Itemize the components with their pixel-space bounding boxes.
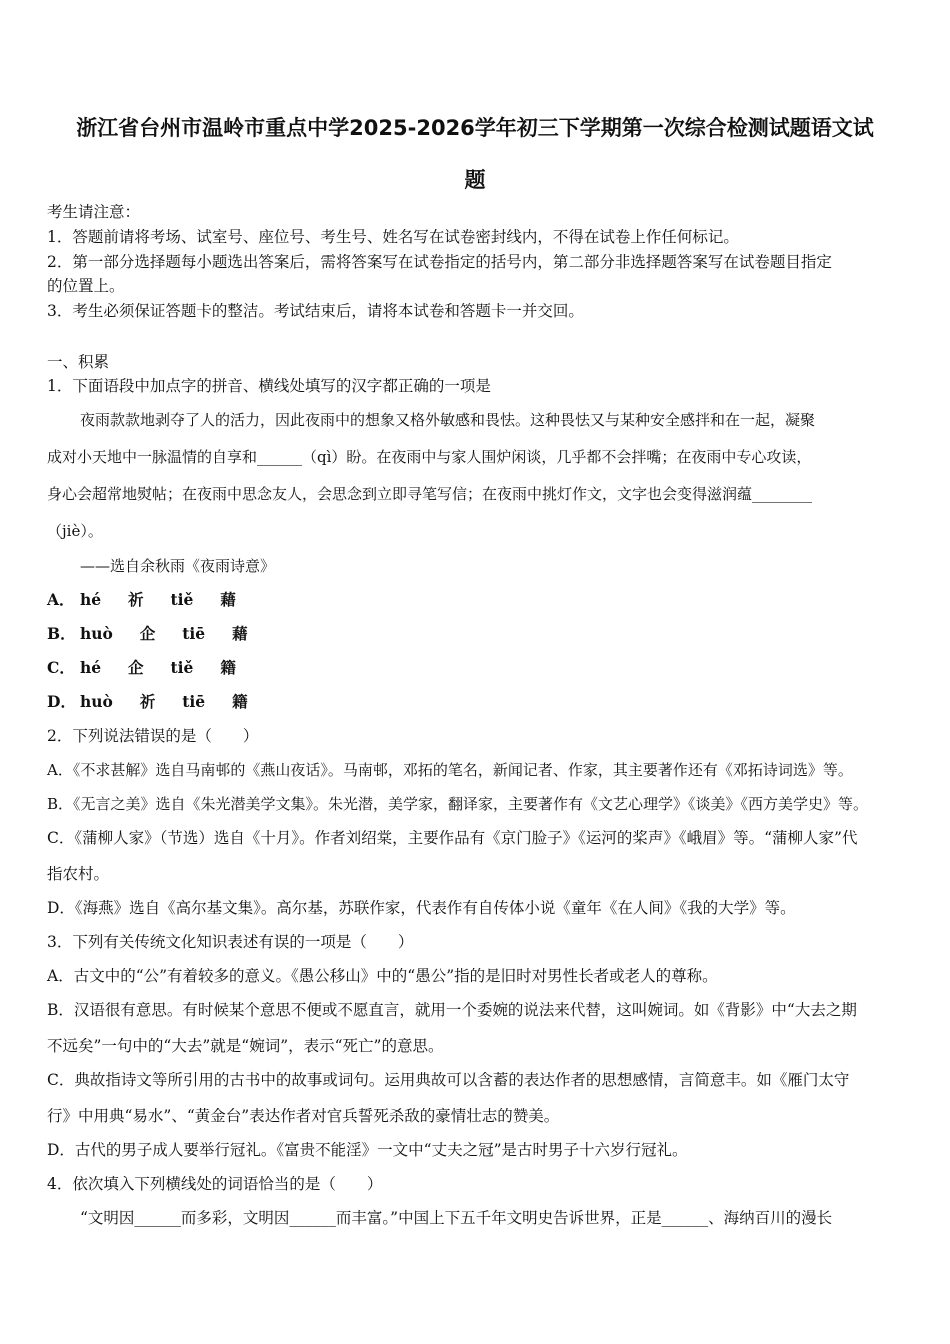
notice-item: 的位置上。	[47, 277, 125, 295]
option-item: hé	[79, 658, 102, 677]
option-item: 祈	[128, 590, 144, 609]
q2-option-line: 指农村。	[47, 865, 110, 883]
q2-option-line: D．《海燕》选自《高尔基文集》。高尔基，苏联作家，代表作有自传体小说《童年《在人间》《我的大学》等。	[47, 899, 796, 917]
option-item: 企	[139, 624, 156, 643]
q1-source: ——选自余秋雨《夜雨诗意》	[80, 557, 276, 575]
question-4-stem: 4．依次填入下列横线处的词语恰当的是（ ）	[47, 1175, 383, 1193]
option-letter: C．	[47, 658, 75, 677]
question-3-stem: 3．下列有关传统文化知识表述有误的一项是（ ）	[47, 933, 414, 951]
section-heading: 一、积累	[47, 353, 110, 371]
question-1-stem: 1．下面语段中加点字的拼音、横线处填写的汉字都正确的一项是	[47, 377, 491, 395]
q1-option-b	[47, 624, 270, 644]
option-item: 籍	[232, 692, 248, 711]
q1-option-d	[47, 692, 270, 712]
q3-option-line: A．古文中的“公”有着较多的意义。《愚公移山》中的“愚公”指的是旧时对男性长者或老人的尊称。	[47, 967, 718, 985]
q2-option-line: A．《不求甚解》选自马南邨的《燕山夜话》。马南邨，邓拓的笔名，新闻记者、作家，其主要著作还有《邓拓诗词选》等。	[47, 761, 853, 779]
option-item: tiē	[182, 692, 206, 711]
notice-item: 3．考生必须保证答题卡的整洁。考试结束后，请将本试卷和答题卡一并交回。	[47, 302, 584, 320]
q1-passage-line: 成对小天地中一脉温情的自享和______（qì）盼。在夜雨中与家人围炉闲谈，几乎都不会拌嘴；在夜雨中专心攻读，	[47, 448, 812, 466]
option-item: 祈	[139, 692, 156, 711]
option-item: huò	[79, 692, 113, 711]
question-2-stem: 2．下列说法错误的是（ ）	[47, 727, 259, 745]
page-title-continued: 题	[464, 168, 486, 192]
option-item: tiē	[182, 624, 206, 643]
option-letter: B．	[47, 624, 76, 643]
notice-item: 1．答题前请将考场、试室号、座位号、考生号、姓名写在试卷密封线内，不得在试卷上作任何标记。	[47, 228, 739, 246]
q3-option-line: B．汉语很有意思。有时候某个意思不便或不愿直言，就用一个委婉的说法来代替，这叫婉词。如《背影》中“大去之期	[47, 1001, 857, 1019]
q3-option-line: D．古代的男子成人要举行冠礼。《富贵不能淫》一文中“丈夫之冠”是古时男子十六岁行冠礼。	[47, 1141, 688, 1159]
option-item: huò	[79, 624, 113, 643]
q1-option-a	[47, 590, 258, 610]
q3-option-line: 不远矣”一句中的“大去”就是“婉词”，表示“死亡”的意思。	[47, 1037, 444, 1055]
page-title: 浙江省台州市温岭市重点中学2025-2026学年初三下学期第一次综合检测试题语文试	[76, 116, 874, 140]
option-item: 企	[128, 658, 144, 677]
q4-passage-line: “文明因______而多彩，文明因______而丰富。”中国上下五千年文明史告诉世界，正是______、海纳百川的漫长	[80, 1209, 833, 1227]
option-letter: D．	[47, 692, 76, 711]
option-item: hé	[79, 590, 102, 609]
q2-option-line: C．《蒲柳人家》（节选）选自《十月》。作者刘绍棠，主要作品有《京门脸子》《运河的桨声》《峨眉》等。“蒲柳人家”代	[47, 829, 858, 847]
option-item: 藉	[220, 590, 236, 609]
q3-option-line: C．典故指诗文等所引用的古书中的故事或词句。运用典故可以含蓄的表达作者的思想感情，言简意丰。如《雁门太守	[47, 1071, 850, 1089]
option-item: 籍	[220, 658, 236, 677]
q1-passage-line: 身心会超常地熨帖；在夜雨中思念友人，会思念到立即寻笔写信；在夜雨中挑灯作文，文字也会变得滋润蕴________	[47, 485, 813, 503]
q2-option-line: B．《无言之美》选自《朱光潜美学文集》。朱光潜，美学家，翻译家，主要著作有《文艺心理学》《谈美》《西方美学史》等。	[47, 795, 869, 813]
q1-option-c	[47, 658, 258, 678]
q3-option-line: 行》中用典“易水”、“黄金台”表达作者对官兵誓死杀敌的豪情壮志的赞美。	[47, 1107, 560, 1125]
option-item: tiě	[170, 658, 194, 677]
option-letter: A．	[47, 590, 75, 609]
notice-heading: 考生请注意：	[47, 203, 141, 221]
option-item: 藉	[232, 624, 248, 643]
notice-item: 2．第一部分选择题每小题选出答案后，需将答案写在试卷指定的括号内，第二部分非选择题答案写在试卷题目指定	[47, 253, 832, 271]
option-item: tiě	[170, 590, 194, 609]
q1-passage-line: 夜雨款款地剥夺了人的活力，因此夜雨中的想象又格外敏感和畏怯。这种畏怯又与某种安全感拌和在一起，凝聚	[80, 411, 816, 429]
q1-passage-line: （jiè）。	[47, 522, 103, 540]
